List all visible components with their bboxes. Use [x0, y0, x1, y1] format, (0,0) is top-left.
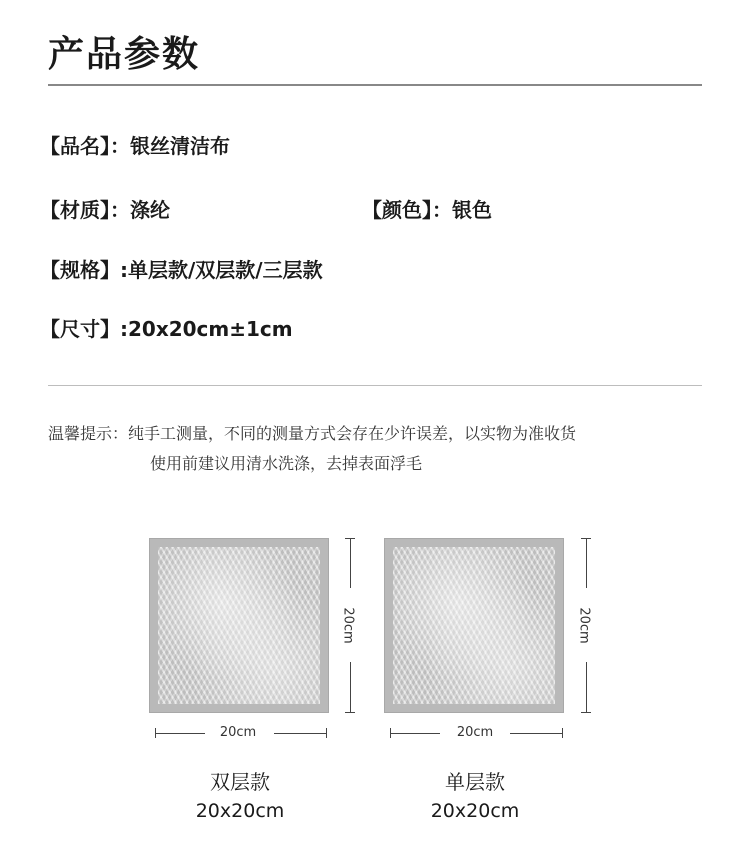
product-name-single: 单层款 [445, 770, 505, 794]
dim-cap [326, 728, 327, 738]
dim-line-vertical [350, 538, 351, 588]
dim-cap [562, 728, 563, 738]
cloth-image-single [384, 538, 564, 713]
dim-line-vertical [586, 662, 587, 712]
dim-cap [581, 712, 591, 713]
title-divider [48, 84, 702, 86]
spec-material: 【材质】：涤纶 [40, 198, 170, 222]
width-label: 20cm [219, 725, 257, 740]
spec-spec: 【规格】:单层款/双层款/三层款 [40, 258, 323, 282]
height-label: 20cm [576, 607, 592, 644]
product-size-double: 20x20cm [195, 800, 285, 822]
dim-line-vertical [586, 538, 587, 588]
spec-name: 【品名】：银丝清洁布 [40, 134, 230, 158]
width-label: 20cm [456, 725, 494, 740]
height-label: 20cm [340, 607, 356, 644]
tip-line-1: 温馨提示：纯手工测量，不同的测量方式会存在少许误差，以实物为准收货 [48, 424, 577, 443]
dim-cap [345, 712, 355, 713]
product-name-double: 双层款 [210, 770, 270, 794]
tip-line-2: 使用前建议用清水洗涤，去掉表面浮毛 [150, 454, 423, 473]
spec-size: 【尺寸】:20x20cm±1cm [40, 317, 293, 341]
dim-line-horizontal [274, 733, 326, 734]
dim-line-horizontal [510, 733, 562, 734]
section-divider [48, 385, 702, 386]
cloth-image-double [149, 538, 329, 713]
dim-line-horizontal [155, 733, 205, 734]
page-title: 产品参数 [48, 34, 201, 75]
spec-color: 【颜色】：银色 [362, 198, 492, 222]
dim-line-vertical [350, 662, 351, 712]
product-size-single: 20x20cm [430, 800, 520, 822]
dim-line-horizontal [390, 733, 440, 734]
